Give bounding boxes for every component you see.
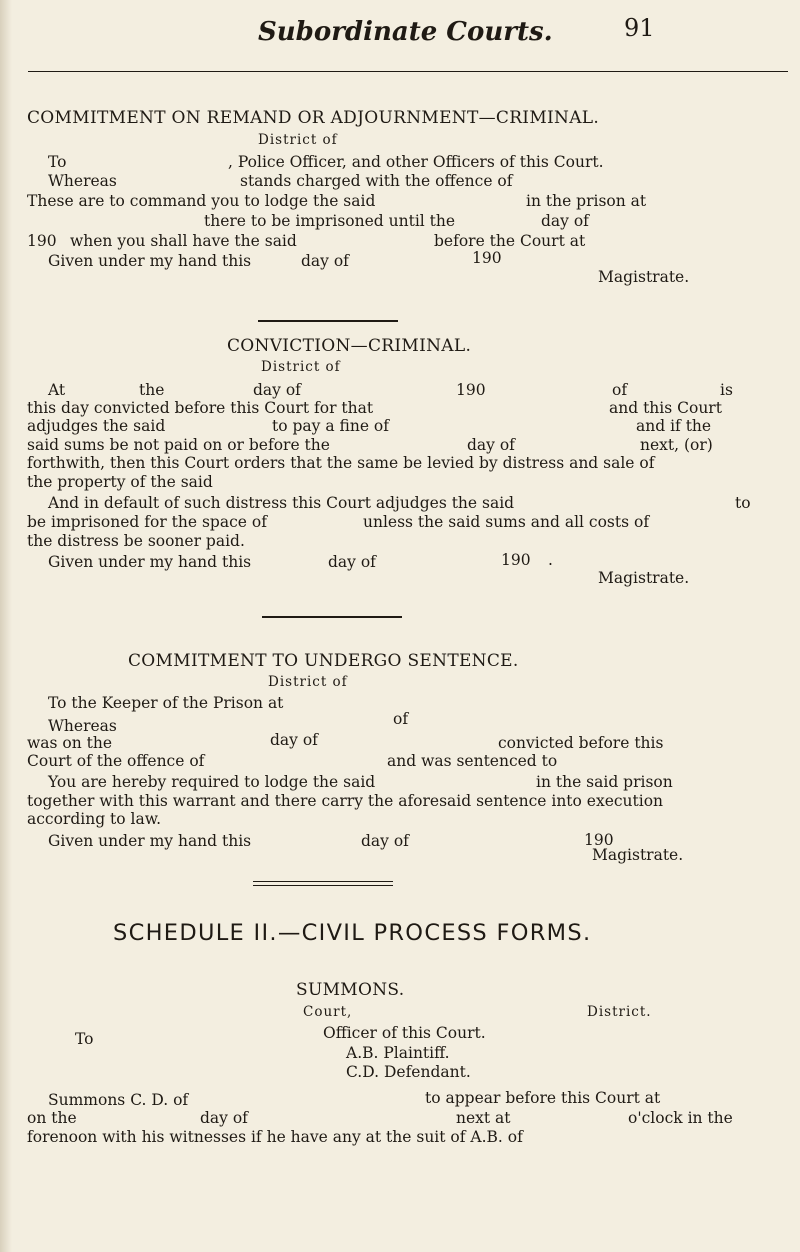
- conv-line-4a: said sums be not paid on or before the: [27, 436, 330, 454]
- conv-line-8a: be imprisoned for the space of: [27, 513, 267, 531]
- conv-line-1d: 190: [456, 381, 486, 399]
- conv-line-1c: day of: [253, 381, 301, 399]
- header-rule: [28, 71, 788, 72]
- summons-line-1a: Summons C. D. of: [48, 1091, 189, 1109]
- sentence-signature: Magistrate.: [592, 846, 684, 864]
- conv-line-4b: day of: [467, 436, 515, 454]
- schedule-title: SCHEDULE II.—CIVIL PROCESS FORMS.: [113, 920, 592, 946]
- remand-line-3a: These are to command you to lodge the said: [27, 192, 376, 210]
- conv-line-4c: next, (or): [640, 436, 713, 454]
- remand-line-5c: before the Court at: [434, 232, 586, 250]
- summons-defendant: C.D. Defendant.: [346, 1063, 471, 1081]
- remand-line-2b: stands charged with the offence of: [240, 172, 513, 190]
- sent-line-4a: You are hereby required to lodge the said: [48, 773, 376, 791]
- remand-line-6a: Given under my hand this: [48, 252, 252, 270]
- conv-line-1a: At: [48, 381, 66, 399]
- page-edge-shadow: [0, 0, 12, 1252]
- summons-heading: SUMMONS.: [296, 980, 405, 1000]
- conv-line-1b: the: [139, 381, 165, 399]
- sent-line-5: together with this warrant and there carry the aforesaid sentence into execution: [27, 792, 664, 810]
- sent-line-7a: Given under my hand this: [48, 832, 252, 850]
- conv-line-6: the property of the said: [27, 473, 213, 491]
- summons-line-2d: o'clock in the: [628, 1109, 733, 1127]
- sent-line-3a: Court of the offence of: [27, 752, 205, 770]
- sentence-keeper: To the Keeper of the Prison at: [48, 694, 284, 712]
- conv-line-10b: day of: [328, 553, 376, 571]
- sent-line-4b: in the said prison: [536, 773, 673, 791]
- sent-line-3b: and was sentenced to: [387, 752, 558, 770]
- conv-line-3a: adjudges the said: [27, 417, 166, 435]
- sentence-district: District of: [268, 674, 348, 690]
- summons-line-2c: next at: [456, 1109, 511, 1127]
- sentence-title: COMMITMENT TO UNDERGO SENTENCE.: [128, 651, 519, 671]
- summons-to: To: [75, 1030, 94, 1048]
- summons-line-2b: day of: [200, 1109, 248, 1127]
- remand-line-1b: , Police Officer, and other Officers of this Court.: [228, 153, 604, 171]
- double-divider: [253, 881, 393, 882]
- summons-line-3: forenoon with his witnesses if he have any at the suit of A.B. of: [27, 1128, 523, 1146]
- remand-line-4b: day of: [541, 212, 589, 230]
- conv-line-10a: Given under my hand this: [48, 553, 252, 571]
- conv-line-10c: 190: [501, 551, 531, 569]
- summons-plaintiff: A.B. Plaintiff.: [346, 1044, 450, 1062]
- remand-line-5a: 190: [27, 232, 57, 250]
- conv-line-5: forthwith, then this Court orders that the same be levied by distress and sale of: [27, 454, 655, 472]
- sent-line-7c: 190: [584, 831, 614, 849]
- section-divider: [258, 320, 398, 322]
- conv-line-1f: is: [720, 381, 733, 399]
- sent-line-1a: Whereas: [48, 717, 117, 735]
- conv-line-2b: and this Court: [609, 399, 722, 417]
- conv-line-7b: to: [735, 494, 751, 512]
- remand-district: District of: [258, 132, 338, 148]
- sent-line-6: according to law.: [27, 810, 162, 828]
- summons-line-1b: to appear before this Court at: [425, 1089, 661, 1107]
- sent-line-2a: was on the: [27, 734, 113, 752]
- conviction-district: District of: [261, 359, 341, 375]
- conv-line-10d: .: [548, 551, 553, 569]
- double-divider: [253, 885, 393, 886]
- sent-line-7b: day of: [361, 832, 409, 850]
- remand-line-5b: when you shall have the said: [70, 232, 297, 250]
- running-title: Subordinate Courts.: [258, 17, 553, 47]
- conv-line-3b: to pay a fine of: [272, 417, 389, 435]
- remand-line-4a: there to be imprisoned until the: [204, 212, 456, 230]
- remand-signature: Magistrate.: [598, 268, 690, 286]
- remand-title: COMMITMENT ON REMAND OR ADJOURNMENT—CRIMINAL.: [27, 108, 600, 128]
- page-number: 91: [624, 14, 655, 42]
- conv-line-7a: And in default of such distress this Court adjudges the said: [48, 494, 515, 512]
- sent-line-2c: convicted before this: [498, 734, 664, 752]
- remand-line-3b: in the prison at: [526, 192, 647, 210]
- conv-line-8b: unless the said sums and all costs of: [363, 513, 650, 531]
- conviction-title: CONVICTION—CRIMINAL.: [227, 336, 472, 356]
- conv-line-2a: this day convicted before this Court for that: [27, 399, 374, 417]
- sent-line-1b: of: [393, 710, 409, 728]
- conv-line-3c: and if the: [636, 417, 712, 435]
- summons-line-2a: on the: [27, 1109, 77, 1127]
- conv-line-9: the distress be sooner paid.: [27, 532, 245, 550]
- summons-court: Court,: [303, 1004, 353, 1020]
- conv-line-1e: of: [612, 381, 628, 399]
- conviction-signature: Magistrate.: [598, 569, 690, 587]
- remand-line-6b: day of: [301, 252, 349, 270]
- section-divider: [262, 616, 402, 618]
- remand-line-1a: To: [48, 153, 67, 171]
- summons-district: District.: [587, 1004, 652, 1020]
- sent-line-2b: day of: [270, 731, 318, 749]
- summons-officer: Officer of this Court.: [323, 1024, 486, 1042]
- remand-line-6c: 190: [472, 249, 502, 267]
- remand-line-2a: Whereas: [48, 172, 117, 190]
